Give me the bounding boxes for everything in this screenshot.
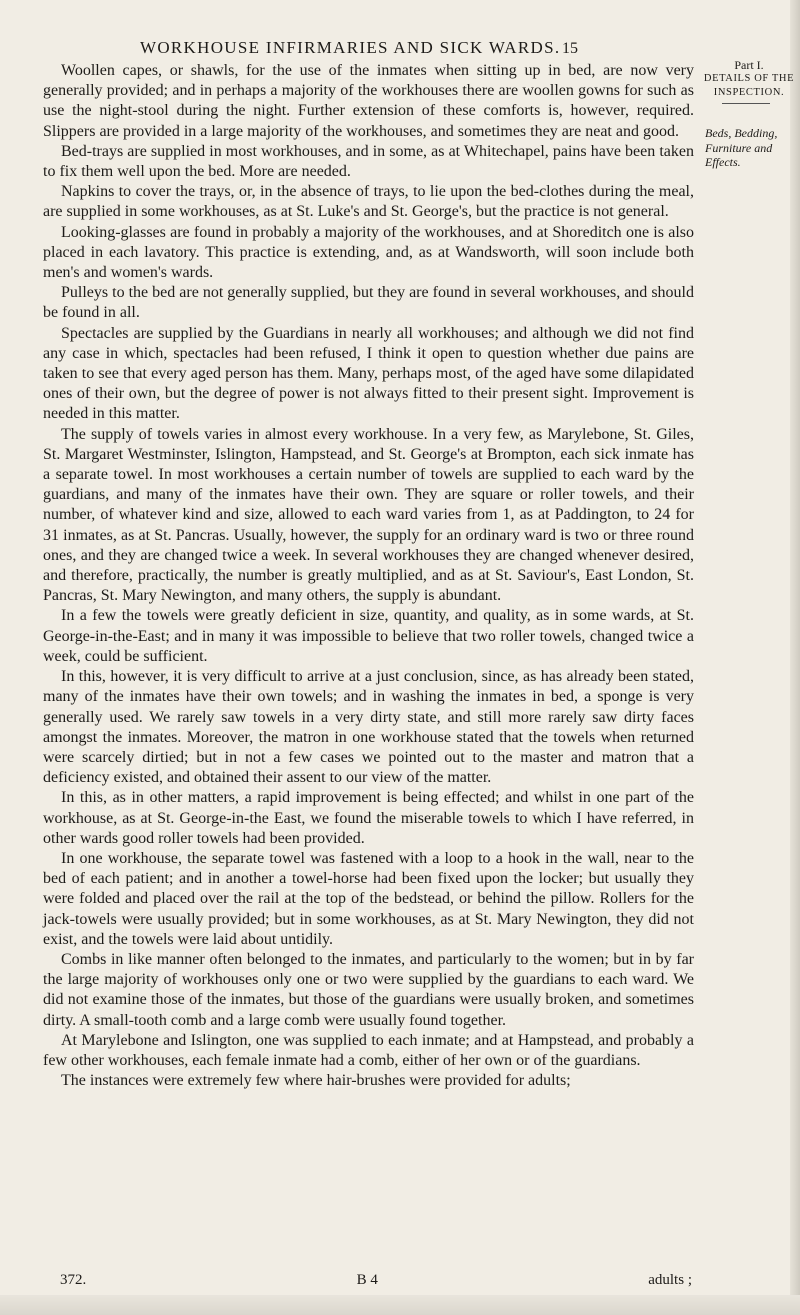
body-text — [43, 61, 694, 1091]
paragraph: The instances were extremely few where hair-brushes were provided for adults; — [61, 1072, 571, 1090]
margin-rule — [722, 103, 770, 104]
paragraph: Pulleys to the bed are not generally supplied, but they are found in several workhouses, and should be found in all. — [43, 284, 694, 322]
details-label: DETAILS OF THE — [703, 73, 795, 84]
footer-number: 372. — [60, 1272, 87, 1288]
paragraph: Combs in like manner often belonged to the inmates, and particularly to the women; but in by far the large majority of workhouses only one or two were supplied by the guardians to each ward. We did not examine those of the inmates, but those of the guardians were usually broken, and sometimes dirty. A small-tooth comb and a large comb were usually found together. — [43, 950, 694, 1029]
page-bottom-band — [0, 1295, 800, 1315]
signature-mark: B 4 — [356, 1272, 378, 1288]
inspection-label: INSPECTION. — [713, 87, 785, 98]
paragraph: In a few the towels were greatly deficient in size, quantity, and quality, as in some wards, at St. George-in-the-East; and in many it was impossible to believe that two roller towels, changed twice a week, could be sufficient. — [43, 607, 694, 665]
margin-note-part — [700, 58, 798, 100]
paragraph: In this, however, it is very difficult to arrive at a just conclusion, since, as has already been stated, many of the inmates have their own towels; and in washing the inmates in bed, a sponge is very generally used. We rarely saw towels in a very dirty state, and still more rarely saw dirty faces amongst the inmates. Moreover, the matron in one workhouse stated that the towels when returned were scarcely dirtied; but in not a few cases we pointed out to the master and matron that a deficiency existed, and obtained their assent to our view of the matter. — [43, 668, 694, 787]
paragraph: In one workhouse, the separate towel was fastened with a loop to a hook in the wall, near to the bed of each patient; and in another a towel-horse had been fixed upon the locker; but usually they were folded and placed over the rail at the top of the bedstead, or behind the pillow. Rollers for the jack-towels were usually provided; but in some workhouses, as at St. Mary Newington, they did not exist, and the towels were laid about untidily. — [43, 849, 694, 948]
page-edge-shadow — [790, 0, 800, 1315]
footer-signature — [60, 1272, 692, 1289]
paragraph: Woollen capes, or shawls, for the use of the inmates when sitting up in bed, are now very generally provided; and in perhaps a majority of the workhouses there are woollen gowns for such as use the night-stool during the night. Further extension of these comforts is, however, required. Slippers are provided in a large majority of the workhouses, and sometimes they are neat and good. — [43, 62, 694, 140]
catchword: adults ; — [648, 1272, 692, 1288]
paragraph: Napkins to cover the trays, or, in the absence of trays, to lie upon the bed-clothes during the meal, are supplied in some workhouses, as at St. Luke's and St. George's, but the practice is not general. — [43, 183, 694, 221]
margin-note-topic: Beds, Bedding, Furniture and Effects. — [705, 126, 778, 169]
paragraph: At Marylebone and Islington, one was supplied to each inmate; and at Hampstead, and probably a few other workhouses, each female inmate had a comb, either of her own or of the guardians. — [43, 1031, 694, 1069]
part-label: Part I. — [734, 58, 764, 72]
running-title: WORKHOUSE INFIRMARIES AND SICK WARDS. — [140, 38, 561, 57]
paragraph: Spectacles are supplied by the Guardians in nearly all workhouses; and although we did not find any case in which, spectacles had been refused, I think it open to question whether due pains are taken to see that every aged person has them. Many, perhaps most, of the aged have some dilapidated ones of their own, but the degree of power is not always fitted to their present sight. Improvement is needed in this matter. — [43, 324, 694, 423]
paragraph: Looking-glasses are found in probably a majority of the workhouses, and at Shoreditch one is also placed in each lavatory. This practice is extending, and, as at Wandsworth, will soon include both men's and women's wards. — [43, 223, 694, 282]
paragraph: The supply of towels varies in almost every workhouse. In a very few, as Marylebone, St. Giles, St. Margaret Westminster, Islington, Hampstead, and St. George's at Brompton, each sick inmate has a separate towel. In most workhouses a certain number of towels are supplied to each ward by the guardians, and many of the inmates have their own. They are square or roller towels, and their number, of whatever kind and size, allowed to each ward varies from 1, as at Paddington, to 24 for 31 inmates, as at St. Pancras. Usually, however, the supply for an ordinary ward is two or three round ones, and they are changed twice a week. In several workhouses they are changed whenever desired, and therefore, practically, the number is greatly multiplied, and as at St. Saviour's, East London, St. Pancras, St. Mary Newington, and many others, the supply is abundant. — [43, 425, 694, 605]
paragraph: In this, as in other matters, a rapid improvement is being effected; and whilst in one part of the workhouse, as at St. George-in-the East, we found the miserable towels to which I have referred, in other wards good roller towels had been provided. — [43, 789, 694, 847]
paragraph: Bed-trays are supplied in most workhouses, and in some, as at Whitechapel, pains have been taken to fix them well upon the bed. More are needed. — [43, 142, 694, 181]
page-number: 15 — [562, 40, 578, 57]
